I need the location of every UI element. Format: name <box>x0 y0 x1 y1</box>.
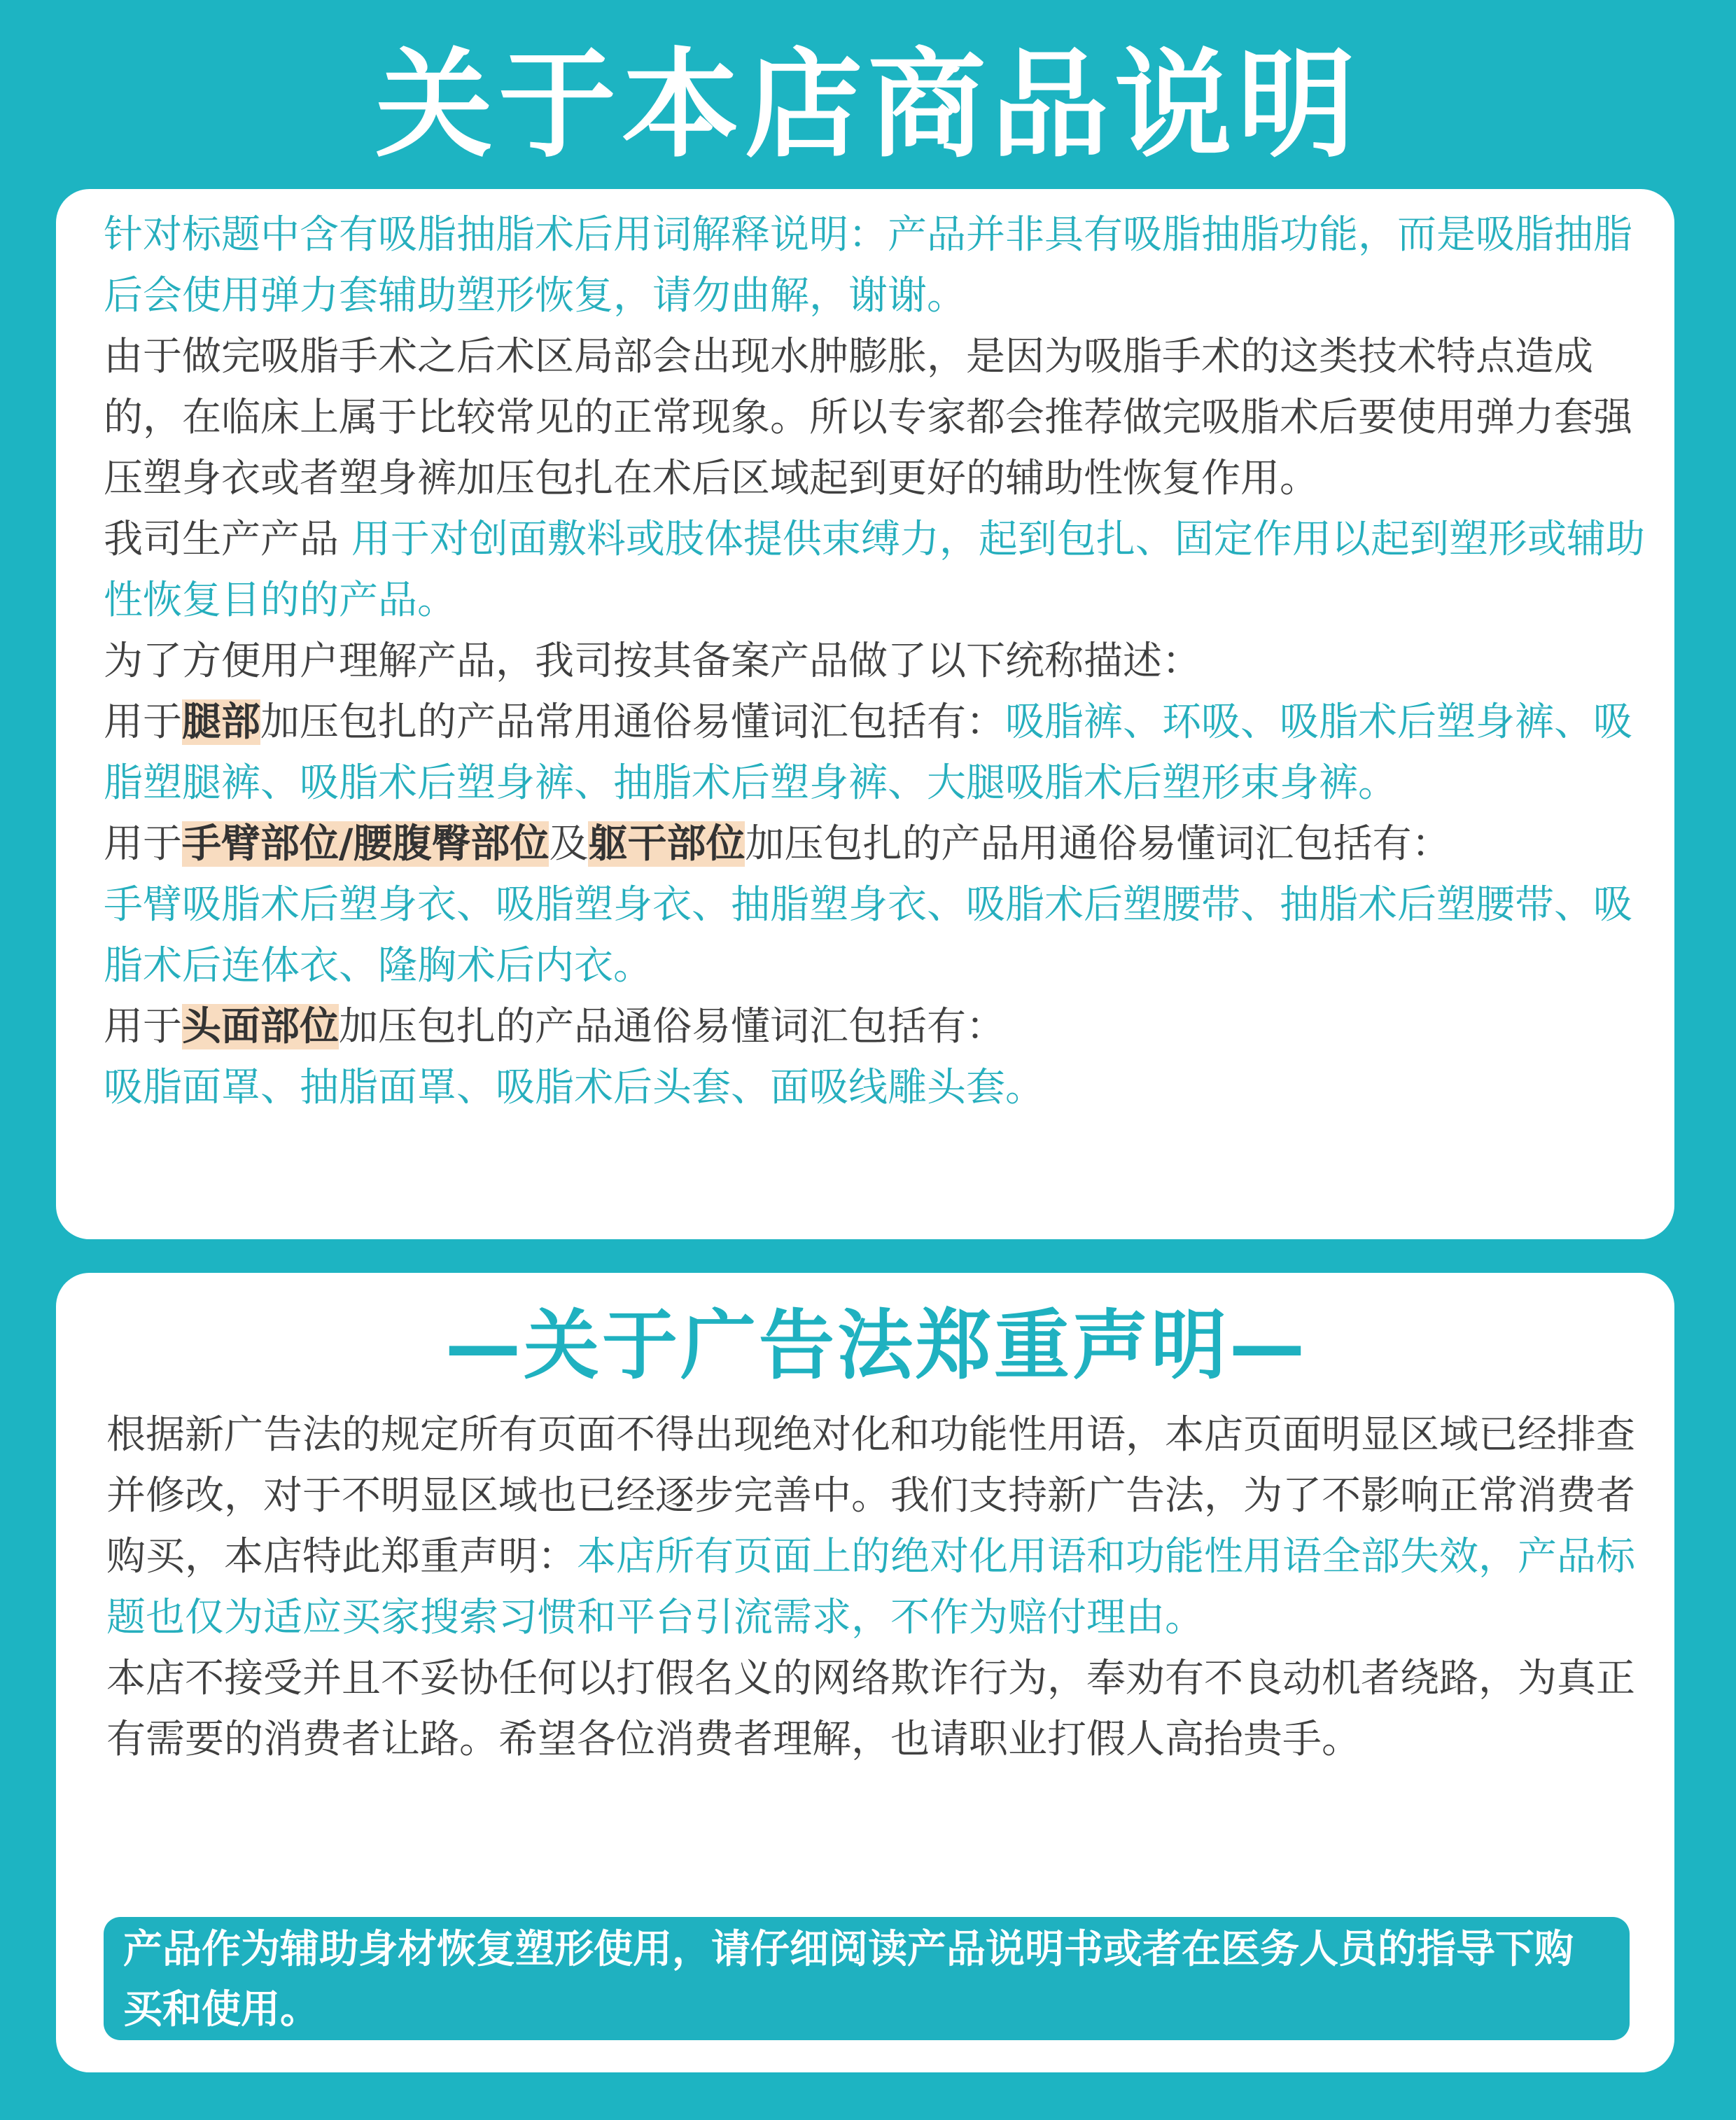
face-prefix: 用于 <box>104 1004 182 1049</box>
leg-products-paragraph <box>104 692 1646 814</box>
ad-law-text: 根据新广告法的规定所有页面不得出现绝对化和功能性用语，本店页面明显区域已经排查并修改，对于不明显区域也已经逐步完善中。我们支持新广告法，为了不影响正常消费者购买，本店特此郑重声明： <box>106 1412 1635 1579</box>
arm-prefix: 用于 <box>104 821 182 867</box>
face-body-part-highlight: 头面部位 <box>182 1004 339 1049</box>
page-title: 关于本店商品说明 <box>375 36 1361 174</box>
leg-suffix: 加压包扎的产品常用通俗易懂词汇包括有： <box>260 699 1005 745</box>
leg-prefix: 用于 <box>104 699 182 745</box>
product-purpose-paragraph <box>104 509 1646 631</box>
torso-body-part-highlight: 躯干部位 <box>588 821 746 867</box>
face-products-paragraph <box>104 996 1646 1118</box>
usage-notice-banner: 产品作为辅助身材恢复塑形使用，请仔细阅读产品说明书或者在医务人员的指导下购买和使用。 <box>104 1917 1630 2040</box>
product-purpose-prefix: 我司生产产品 <box>104 517 351 562</box>
ad-law-heading: —关于广告法郑重声明— <box>444 1302 1308 1390</box>
face-terms: 吸脂面罩、抽脂面罩、吸脂术后头套、面吸线雕头套。 <box>104 1065 1044 1110</box>
disclaimer-paragraph: 针对标题中含有吸脂抽脂术后用词解释说明：产品并非具有吸脂抽脂功能，而是吸脂抽脂后会使用弹力套辅助塑形恢复，请勿曲解，谢谢。 <box>104 212 1632 319</box>
leg-body-part-highlight: 腿部 <box>182 699 260 745</box>
naming-intro-paragraph: 为了方便用户理解产品，我司按其备案产品做了以下统称描述： <box>104 639 1201 684</box>
product-info-card <box>56 189 1674 1239</box>
product-purpose-highlight: 用于对创面敷料或肢体提供束缚力，起到包扎、固定作用以起到塑形或辅助性恢复目的的产品。 <box>104 517 1645 623</box>
arm-connector: 及 <box>549 821 589 867</box>
arm-suffix: 加压包扎的产品用通俗易懂词汇包括有： <box>745 821 1451 867</box>
ad-law-paragraph <box>106 1404 1646 1648</box>
ad-law-highlight: 本店所有页面上的绝对化用语和功能性用语全部失效，产品标题也仅为适应买家搜索习惯和平台引流需求，不作为赔付理由。 <box>106 1534 1635 1640</box>
arm-body-part-highlight: 手臂部位/腰腹臀部位 <box>182 821 550 867</box>
ad-law-card <box>56 1273 1674 2072</box>
arm-products-paragraph <box>104 814 1646 996</box>
arm-terms: 手臂吸脂术后塑身衣、吸脂塑身衣、抽脂塑身衣、吸脂术后塑腰带、抽脂术后塑腰带、吸脂术后连体衣、隆胸术后内衣。 <box>104 882 1632 989</box>
face-suffix: 加压包扎的产品通俗易懂词汇包括有： <box>339 1004 1005 1049</box>
leg-terms: 吸脂裤、环吸、吸脂术后塑身裤、吸脂塑腿裤、吸脂术后塑身裤、抽脂术后塑身裤、大腿吸脂术后塑形束身裤。 <box>104 699 1632 806</box>
anti-fraud-paragraph: 本店不接受并且不妥协任何以打假名义的网络欺诈行为，奉劝有不良动机者绕路，为真正有需要的消费者让路。希望各位消费者理解，也请职业打假人高抬贵手。 <box>106 1656 1635 1762</box>
swelling-explanation-paragraph: 由于做完吸脂手术之后术区局部会出现水肿膨胀，是因为吸脂手术的这类技术特点造成的，在临床上属于比较常见的正常现象。所以专家都会推荐做完吸脂术后要使用弹力套强压塑身衣或者塑身裤加压包扎在术后区域起到更好的辅助性恢复作用。 <box>104 334 1632 501</box>
